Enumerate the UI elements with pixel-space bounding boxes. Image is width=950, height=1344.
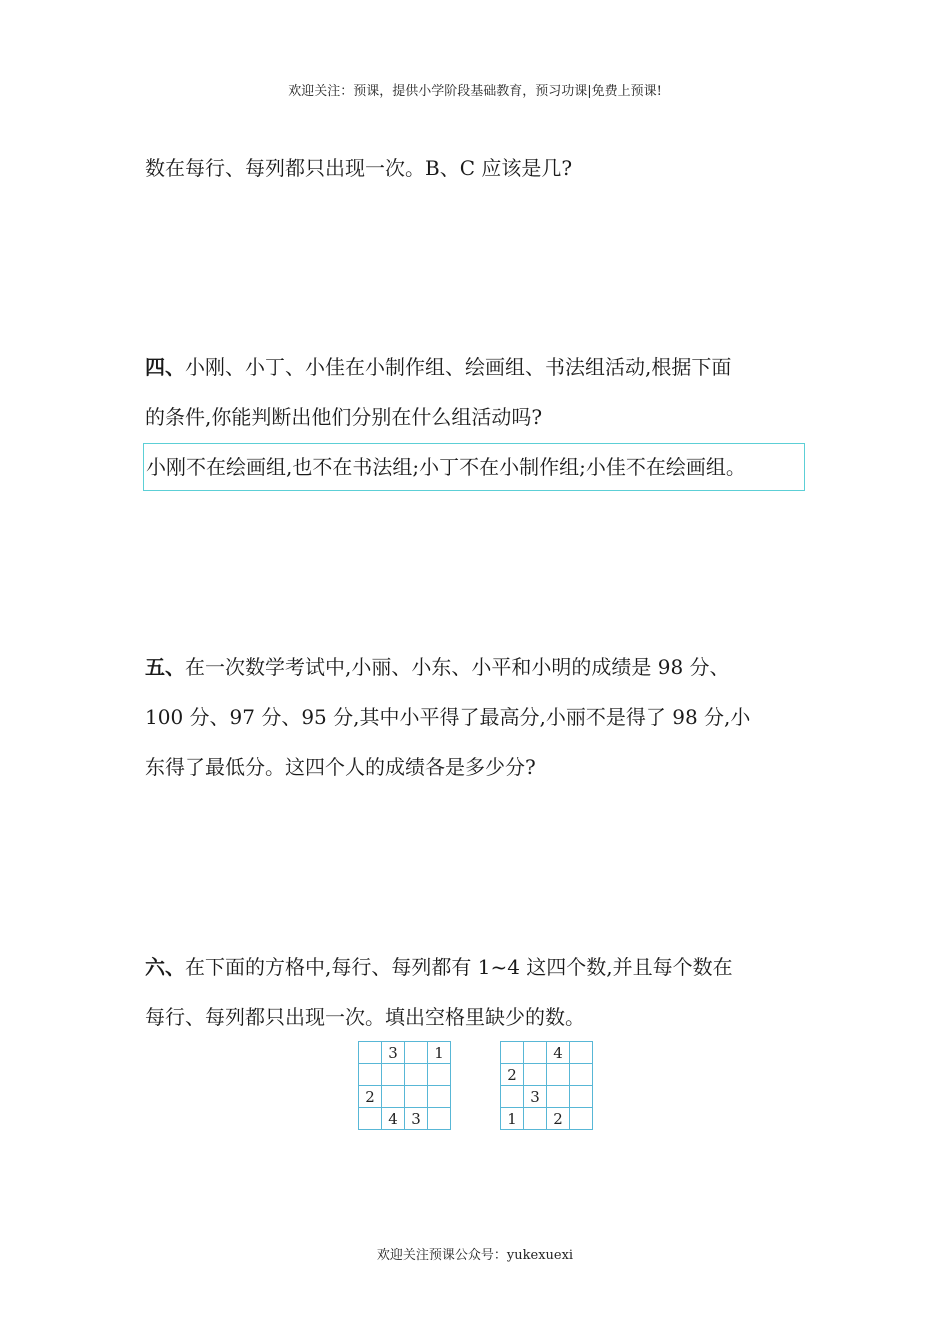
grid-cell: 4 xyxy=(382,1108,405,1130)
grid-cell xyxy=(501,1042,524,1064)
grid-row xyxy=(359,1086,451,1108)
question-5-line-2: 100 分、97 分、95 分,其中小平得了最高分,小丽不是得了 98 分,小 xyxy=(145,705,751,729)
question-4-line-2: 的条件,你能判断出他们分别在什么组活动吗? xyxy=(145,405,543,429)
grid-cell xyxy=(501,1086,524,1108)
page-footer: 欢迎关注预课公众号：yukexuexi xyxy=(376,1248,574,1263)
question-6-text-1: 在下面的方格中,每行、每列都有 1~4 这四个数,并且每个数在 xyxy=(185,955,733,979)
question-4-text-1: 小刚、小丁、小佳在小制作组、绘画组、书法组活动,根据下面 xyxy=(185,355,732,379)
grid-cell: 1 xyxy=(428,1042,451,1064)
grid-cell xyxy=(524,1064,547,1086)
number-grid-left xyxy=(358,1041,451,1130)
grid-cell: 3 xyxy=(405,1108,428,1130)
grid-cell xyxy=(570,1042,593,1064)
question-5-line-1 xyxy=(145,653,730,681)
grid-cell: 2 xyxy=(547,1108,570,1130)
question-5-text-1: 在一次数学考试中,小丽、小东、小平和小明的成绩是 98 分、 xyxy=(185,655,730,679)
grid-cell xyxy=(570,1064,593,1086)
grid-cell: 2 xyxy=(501,1064,524,1086)
grid-cell xyxy=(547,1086,570,1108)
grid-cell xyxy=(428,1108,451,1130)
grid-cell xyxy=(359,1042,382,1064)
question-5-number: 五、 xyxy=(145,655,185,679)
question-4-number: 四、 xyxy=(145,355,185,379)
grid-cell xyxy=(428,1064,451,1086)
grid-cell xyxy=(570,1086,593,1108)
number-grid-right xyxy=(500,1041,593,1130)
grid-row xyxy=(501,1064,593,1086)
grid-row xyxy=(501,1086,593,1108)
grid-row xyxy=(359,1108,451,1130)
grid-cell xyxy=(405,1086,428,1108)
grid-cell: 2 xyxy=(359,1086,382,1108)
grid-cell xyxy=(405,1042,428,1064)
grid-row xyxy=(501,1042,593,1064)
question-4-conditions: 小刚不在绘画组,也不在书法组;小丁不在小制作组;小佳不在绘画组。 xyxy=(146,455,746,479)
grid-row xyxy=(501,1108,593,1130)
grid-cell xyxy=(382,1086,405,1108)
grid-cell xyxy=(359,1064,382,1086)
grid-row xyxy=(359,1042,451,1064)
grid-cell xyxy=(524,1042,547,1064)
grid-row xyxy=(359,1064,451,1086)
grid-cell xyxy=(405,1064,428,1086)
question-5-line-3: 东得了最低分。这四个人的成绩各是多少分? xyxy=(145,755,536,779)
question-6-number: 六、 xyxy=(145,955,185,979)
grid-cell: 3 xyxy=(524,1086,547,1108)
grid-cell xyxy=(547,1064,570,1086)
grid-cell xyxy=(524,1108,547,1130)
grid-cell xyxy=(428,1086,451,1108)
question-6-line-1 xyxy=(145,953,733,981)
question-3-tail: 数在每行、每列都只出现一次。B、C 应该是几? xyxy=(145,156,573,180)
grid-cell xyxy=(570,1108,593,1130)
question-4-line-1 xyxy=(145,353,731,381)
page-header: 欢迎关注：预课，提供小学阶段基础教育，预习功课|免费上预课! xyxy=(288,84,662,99)
grid-cell: 4 xyxy=(547,1042,570,1064)
grid-cell xyxy=(359,1108,382,1130)
grid-cell: 3 xyxy=(382,1042,405,1064)
grid-cell: 1 xyxy=(501,1108,524,1130)
question-6-line-2: 每行、每列都只出现一次。填出空格里缺少的数。 xyxy=(145,1005,585,1029)
question-4-conditions-box xyxy=(143,443,805,491)
grid-cell xyxy=(382,1064,405,1086)
